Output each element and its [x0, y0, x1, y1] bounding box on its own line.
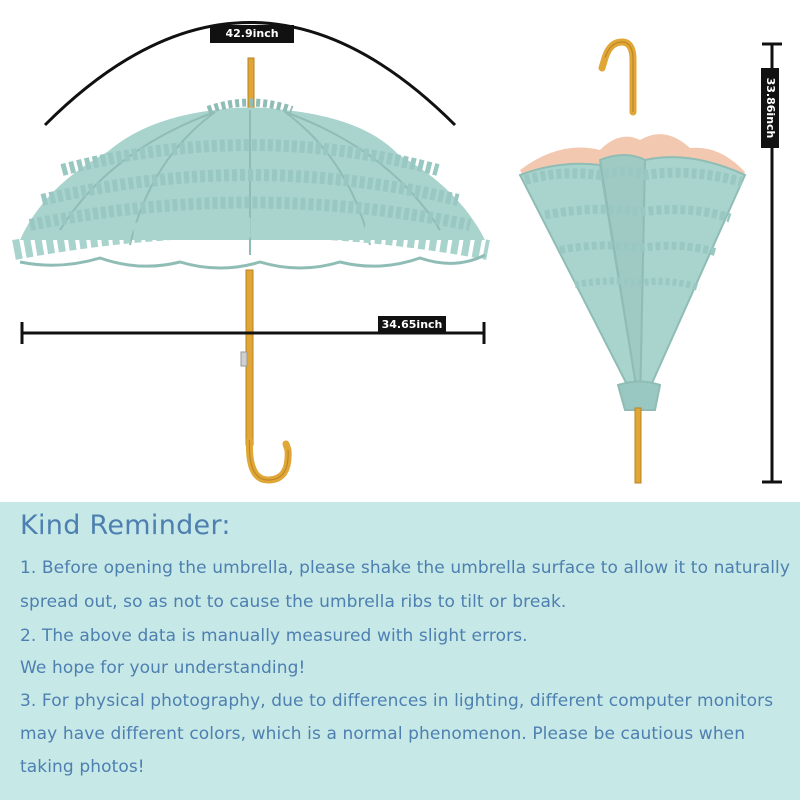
reminder-line: taking photos! [20, 757, 145, 777]
kind-reminder-panel [0, 502, 800, 800]
reminder-line: 2. The above data is manually measured with slight errors. [20, 626, 528, 646]
closed-umbrella [520, 42, 745, 483]
reminder-line: We hope for your understanding! [20, 658, 306, 678]
closed-length-label: 33.86inch [761, 68, 779, 148]
reminder-line: 3. For physical photography, due to differences in lighting, different computer monitors [20, 691, 774, 711]
reminder-line: may have different colors, which is a normal phenomenon. Please be cautious when [20, 724, 746, 744]
open-umbrella-canopy [14, 103, 488, 269]
reminder-title: Kind Reminder: [20, 510, 231, 541]
open-span-label: 34.65inch [378, 316, 446, 334]
arc-width-label: 42.9inch [210, 25, 294, 43]
reminder-line: 1. Before opening the umbrella, please shake the umbrella surface to allow it to naturally [20, 558, 791, 578]
reminder-line: spread out, so as not to cause the umbrella ribs to tilt or break. [20, 592, 567, 612]
